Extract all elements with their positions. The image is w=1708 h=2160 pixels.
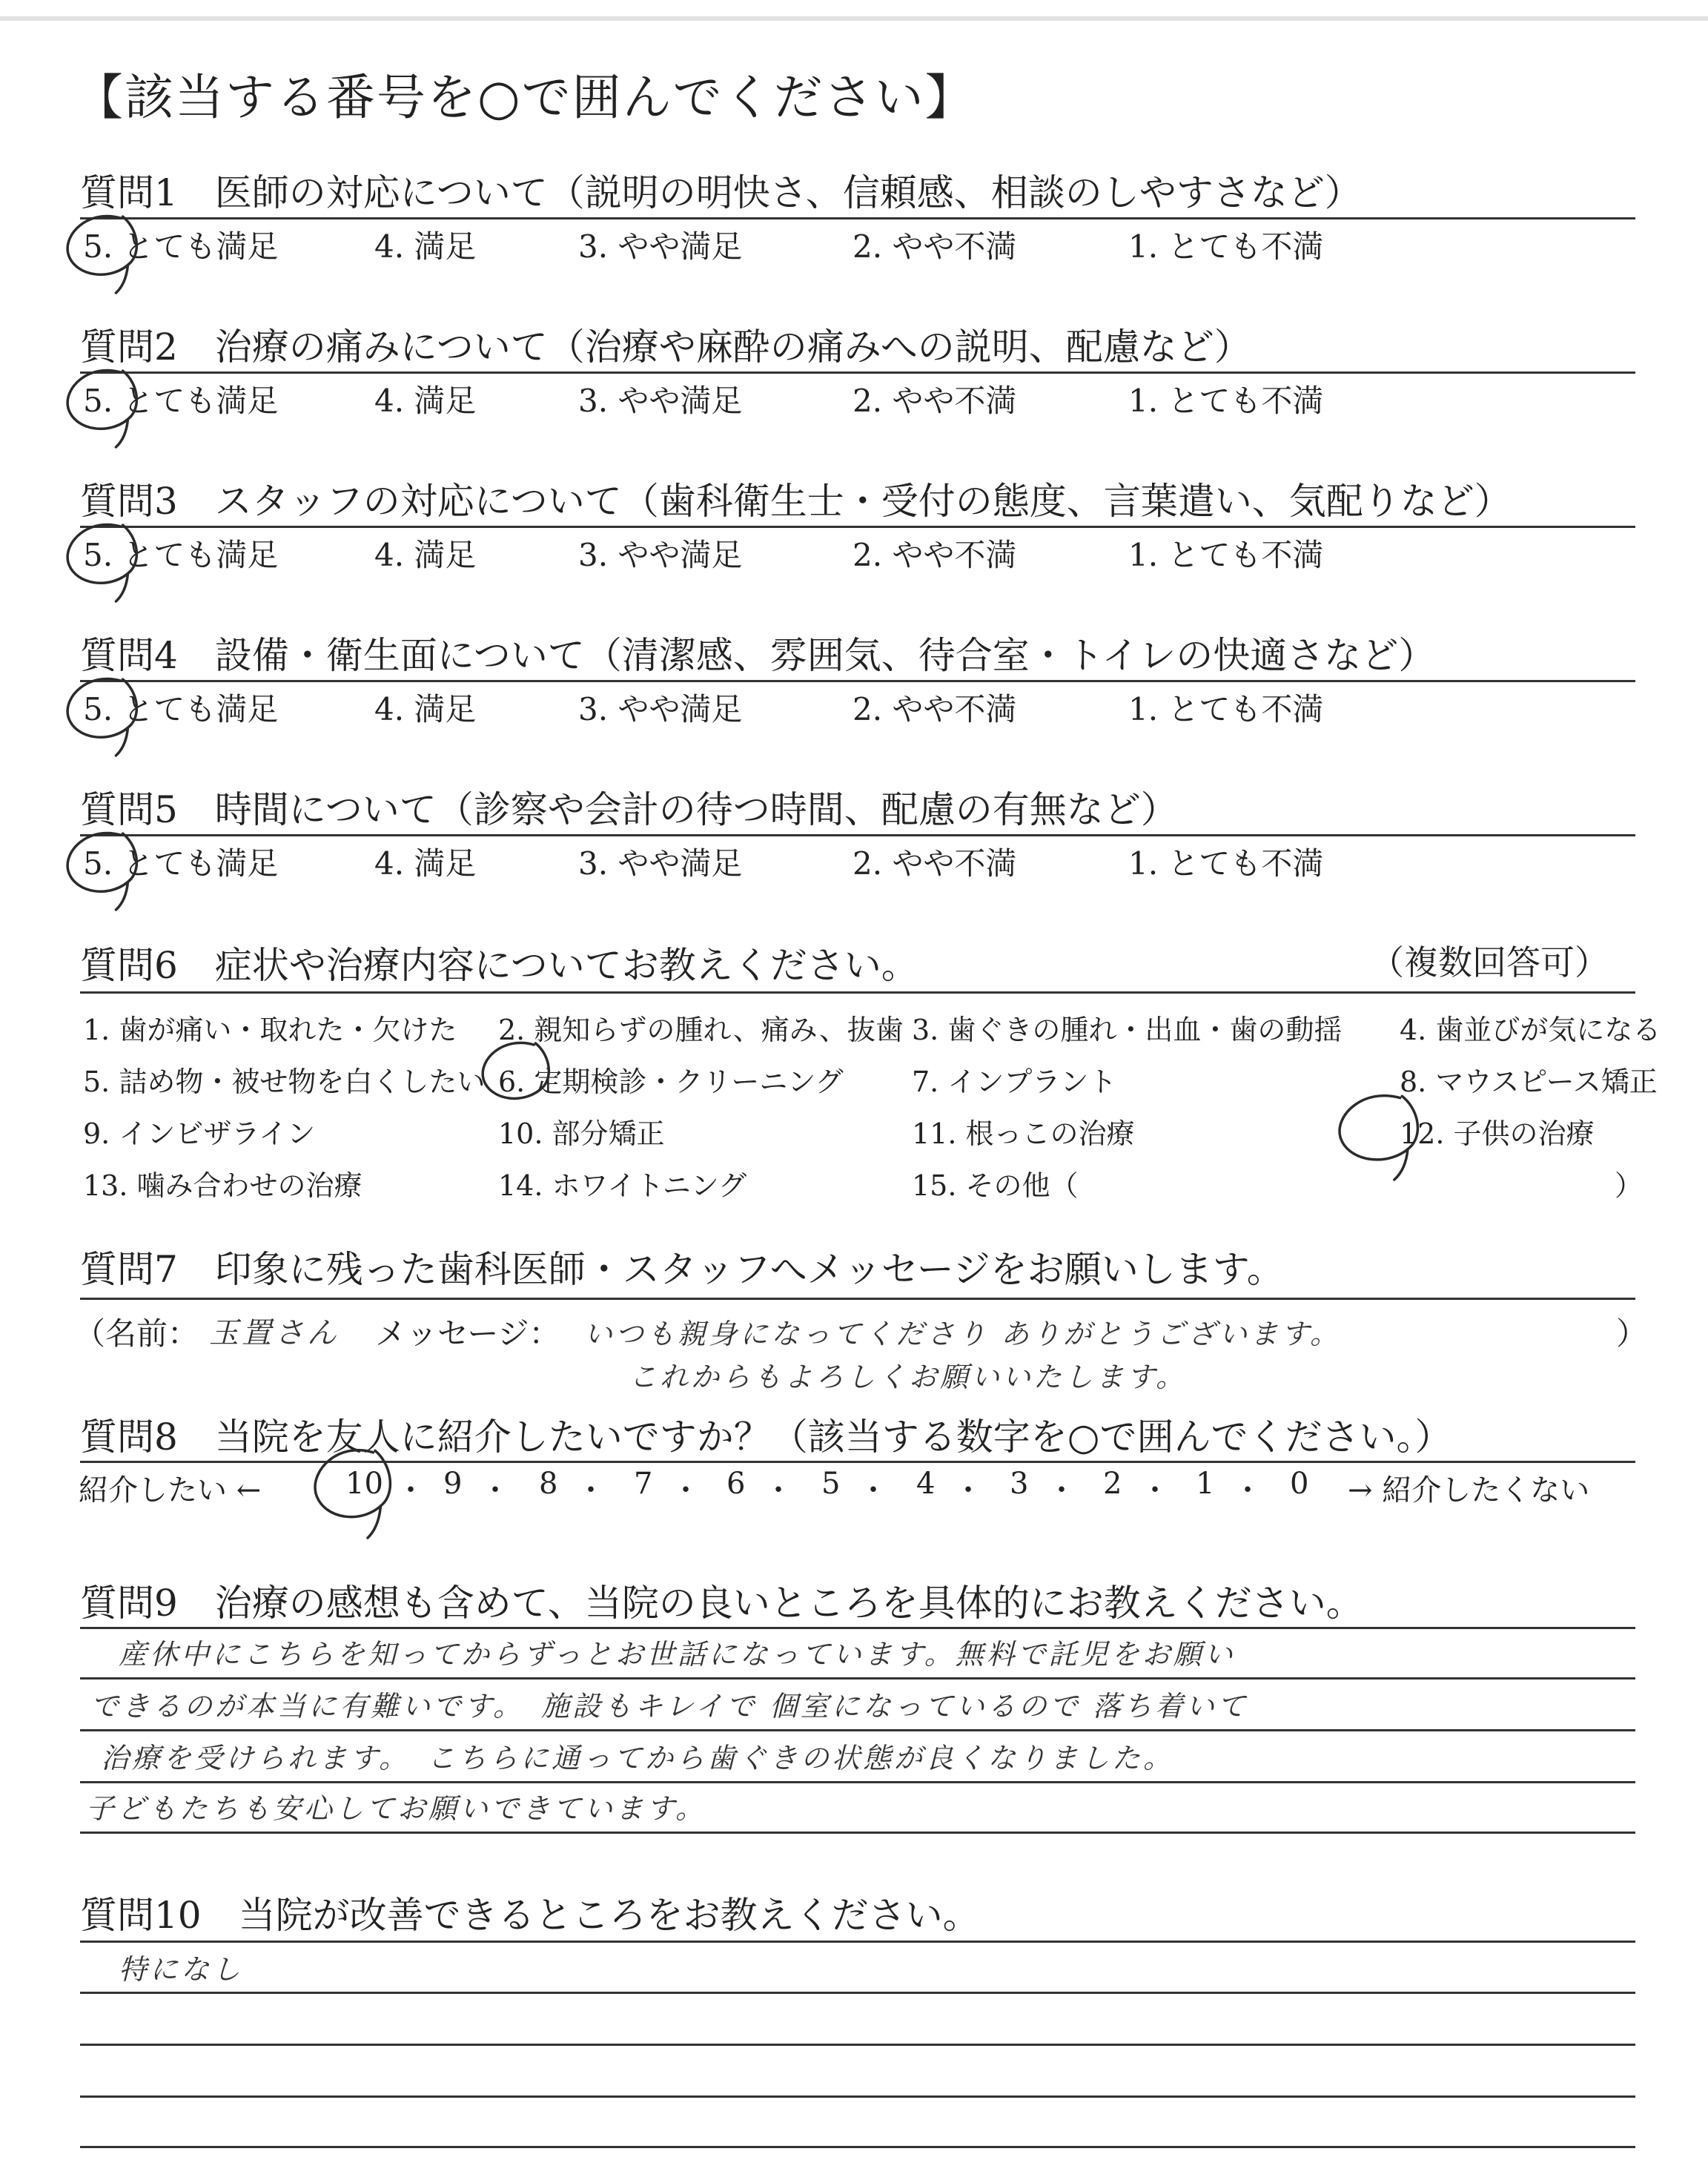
q2-option-4[interactable]: 4. 満足 (374, 383, 477, 419)
q8-scale-separator: ・ (1233, 1473, 1262, 1507)
q8-scale-2[interactable]: 2 (1103, 1467, 1122, 1501)
q4-option-1[interactable]: 1. とても不満 (1128, 691, 1324, 727)
q8-scale-1[interactable]: 1 (1196, 1467, 1215, 1501)
q7-name-label: （名前： (74, 1315, 199, 1352)
q5-title: 質問5 時間について（診察や会計の待つ時間、配慮の有無など） (80, 788, 1178, 831)
q4-option-5[interactable]: 5. とても満足 (83, 691, 279, 727)
q10-rule (80, 1941, 1635, 1943)
q6-selection-circle-6[interactable] (469, 1027, 563, 1123)
q1-option-5[interactable]: 5. とても満足 (83, 228, 279, 265)
q3-option-5[interactable]: 5. とても満足 (83, 537, 279, 573)
q5-option-2[interactable]: 2. やや不満 (853, 845, 1017, 882)
q7-title: 質問7 印象に残った歯科医師・スタッフへメッセージをお願いします。 (80, 1248, 1284, 1291)
q2-option-3[interactable]: 3. やや満足 (578, 383, 743, 419)
q10-answer-line (80, 2095, 1635, 2098)
q8-scale-separator: ・ (671, 1473, 701, 1507)
q9-rule (80, 1627, 1635, 1629)
q7-close-paren: ） (1616, 1315, 1648, 1352)
q7-name-value[interactable]: 玉置さん (209, 1316, 340, 1350)
q6-option-11[interactable]: 11. 根っこの治療 (912, 1117, 1135, 1150)
q2-title: 質問2 治療の痛みについて（治療や麻酔の痛みへの説明、配慮など） (80, 326, 1251, 369)
q5-selection-circle[interactable] (53, 817, 151, 916)
q8-scale-separator: ・ (480, 1473, 510, 1507)
q1-selection-circle[interactable] (53, 200, 151, 300)
q6-option-13[interactable]: 13. 噛み合わせの治療 (83, 1169, 363, 1202)
q1-title: 質問1 医師の対応について（説明の明快さ、信頼感、相談のしやすさなど） (80, 171, 1362, 214)
q6-option-14[interactable]: 14. ホワイトニング (498, 1169, 747, 1202)
q2-option-2[interactable]: 2. やや不満 (853, 383, 1017, 419)
q6-option-6[interactable]: 6. 定期検診・クリーニング (498, 1066, 844, 1098)
q6-option-4[interactable]: 4. 歯並びが気になる (1400, 1014, 1661, 1046)
q6-option-1[interactable]: 1. 歯が痛い・取れた・欠けた (83, 1014, 457, 1046)
q8-scale-5[interactable]: 5 (821, 1467, 841, 1501)
q6-title: 質問6 症状や治療内容についてお教えください。 (80, 944, 918, 987)
q8-left-label: 紹介したい ← (79, 1473, 262, 1507)
q1-option-3[interactable]: 3. やや満足 (578, 228, 743, 265)
q8-scale-10[interactable]: 10 (345, 1467, 383, 1501)
q9-title: 質問9 治療の感想も含めて、当院の良いところを具体的にお教えください。 (80, 1582, 1363, 1625)
q8-scale-separator: ・ (953, 1473, 983, 1507)
q6-option-7[interactable]: 7. インプラント (912, 1066, 1117, 1098)
q8-scale-3[interactable]: 3 (1010, 1467, 1029, 1501)
q8-scale-separator: ・ (764, 1473, 793, 1507)
q10-answer-line (80, 2044, 1635, 2046)
q7-rule (80, 1298, 1635, 1300)
q6-rule (80, 991, 1635, 994)
q3-option-3[interactable]: 3. やや満足 (578, 537, 743, 573)
q8-scale-0[interactable]: 0 (1290, 1467, 1309, 1501)
q3-rule (80, 526, 1635, 528)
q3-title: 質問3 スタッフの対応について（歯科衛生士・受付の態度、言葉遣い、気配りなど） (80, 480, 1512, 523)
q3-selection-circle[interactable] (53, 509, 151, 608)
q4-option-4[interactable]: 4. 満足 (374, 691, 477, 727)
q8-scale-separator: ・ (576, 1473, 606, 1507)
q8-right-label: → 紹介したくない (1348, 1473, 1590, 1507)
q2-option-5[interactable]: 5. とても満足 (83, 383, 279, 419)
q10-answer-line (80, 2146, 1635, 2148)
q8-scale-7[interactable]: 7 (634, 1467, 653, 1501)
q5-option-1[interactable]: 1. とても不満 (1128, 845, 1324, 882)
q5-option-4[interactable]: 4. 満足 (374, 845, 477, 882)
q6-option-15[interactable]: 15. その他（ (912, 1169, 1079, 1202)
q4-title: 質問4 設備・衛生面について（清潔感、雰囲気、待合室・トイレの快適さなど） (80, 634, 1436, 677)
q8-scale-4[interactable]: 4 (916, 1467, 936, 1501)
q4-rule (80, 680, 1635, 682)
q7-message-label: メッセージ： (375, 1315, 560, 1352)
q6-option-5[interactable]: 5. 詰め物・被せ物を白くしたい (83, 1066, 486, 1098)
q8-scale-9[interactable]: 9 (443, 1467, 463, 1501)
page-top-edge (0, 16, 1708, 21)
q6-other-close-paren: ） (1615, 1169, 1644, 1202)
q4-option-3[interactable]: 3. やや満足 (578, 691, 743, 727)
q6-option-10[interactable]: 10. 部分矯正 (498, 1117, 665, 1150)
q9-answer-rule (80, 1781, 1635, 1783)
q6-selection-circle-12[interactable] (1325, 1080, 1432, 1185)
q6-option-3[interactable]: 3. 歯ぐきの腫れ・出血・歯の動揺 (912, 1014, 1343, 1046)
q9-answer-line-1[interactable]: 産休中にこちらを知ってからずっとお世話になっています。無料で託児をお願い (119, 1638, 1236, 1671)
q7-message-line-2[interactable]: これからもよろしくお願いいたします。 (629, 1361, 1187, 1393)
q1-option-4[interactable]: 4. 満足 (374, 228, 477, 265)
q5-rule (80, 834, 1635, 836)
q2-option-1[interactable]: 1. とても不満 (1128, 383, 1324, 419)
q6-option-8[interactable]: 8. マウスピース矯正 (1400, 1066, 1658, 1098)
q3-option-4[interactable]: 4. 満足 (374, 537, 477, 573)
q7-message-line-1[interactable]: いつも親身になってくださり ありがとうございます。 (584, 1318, 1342, 1350)
q3-option-2[interactable]: 2. やや不満 (853, 537, 1017, 573)
q8-scale-separator: ・ (1140, 1473, 1170, 1507)
q2-rule (80, 371, 1635, 374)
q9-answer-rule (80, 1677, 1635, 1680)
q5-option-5[interactable]: 5. とても満足 (83, 845, 279, 882)
q6-option-2[interactable]: 2. 親知らずの腫れ、痛み、抜歯 (498, 1014, 904, 1046)
q1-rule (80, 217, 1635, 219)
q8-selection-circle-10[interactable] (301, 1434, 405, 1542)
q10-answer[interactable]: 特になし (119, 1953, 244, 1986)
q4-option-2[interactable]: 2. やや不満 (853, 691, 1017, 727)
q5-option-3[interactable]: 3. やや満足 (578, 845, 743, 882)
page-header: 【該当する番号を○で囲んでください】 (74, 69, 976, 126)
q8-scale-separator: ・ (858, 1473, 888, 1507)
q2-selection-circle[interactable] (53, 354, 151, 454)
q9-answer-line-3[interactable]: 治療を受けられます。 こちらに通ってから歯ぐきの状態が良くなりました。 (101, 1742, 1174, 1774)
q10-title: 質問10 当院が改善できるところをお教えください。 (80, 1894, 980, 1937)
q6-option-9[interactable]: 9. インビザライン (83, 1117, 316, 1150)
q9-answer-rule (80, 1832, 1635, 1834)
q1-option-2[interactable]: 2. やや不満 (853, 228, 1017, 265)
q1-option-1[interactable]: 1. とても不満 (1128, 228, 1324, 265)
q8-scale-separator: ・ (1047, 1473, 1076, 1507)
q6-option-12[interactable]: 12. 子供の治療 (1400, 1117, 1595, 1150)
q6-multiple-answer-note: （複数回答可） (1370, 942, 1609, 982)
q8-scale-separator: ・ (396, 1473, 426, 1507)
q9-answer-rule (80, 1729, 1635, 1731)
q8-scale-8[interactable]: 8 (539, 1467, 558, 1501)
q4-selection-circle[interactable] (53, 663, 151, 762)
q3-option-1[interactable]: 1. とても不満 (1128, 537, 1324, 573)
q10-answer-line (80, 1992, 1635, 1994)
q9-answer-line-4[interactable]: 子どもたちも安心してお願いできています。 (86, 1792, 706, 1825)
q9-answer-line-2[interactable]: できるのが本当に有難いです。 施設もキレイで 個室になっているので 落ち着いて (90, 1690, 1248, 1723)
q8-title: 質問8 当院を友人に紹介したいですか？（該当する数字を○で囲んでください。） (80, 1416, 1452, 1459)
q8-scale-6[interactable]: 6 (726, 1467, 746, 1501)
